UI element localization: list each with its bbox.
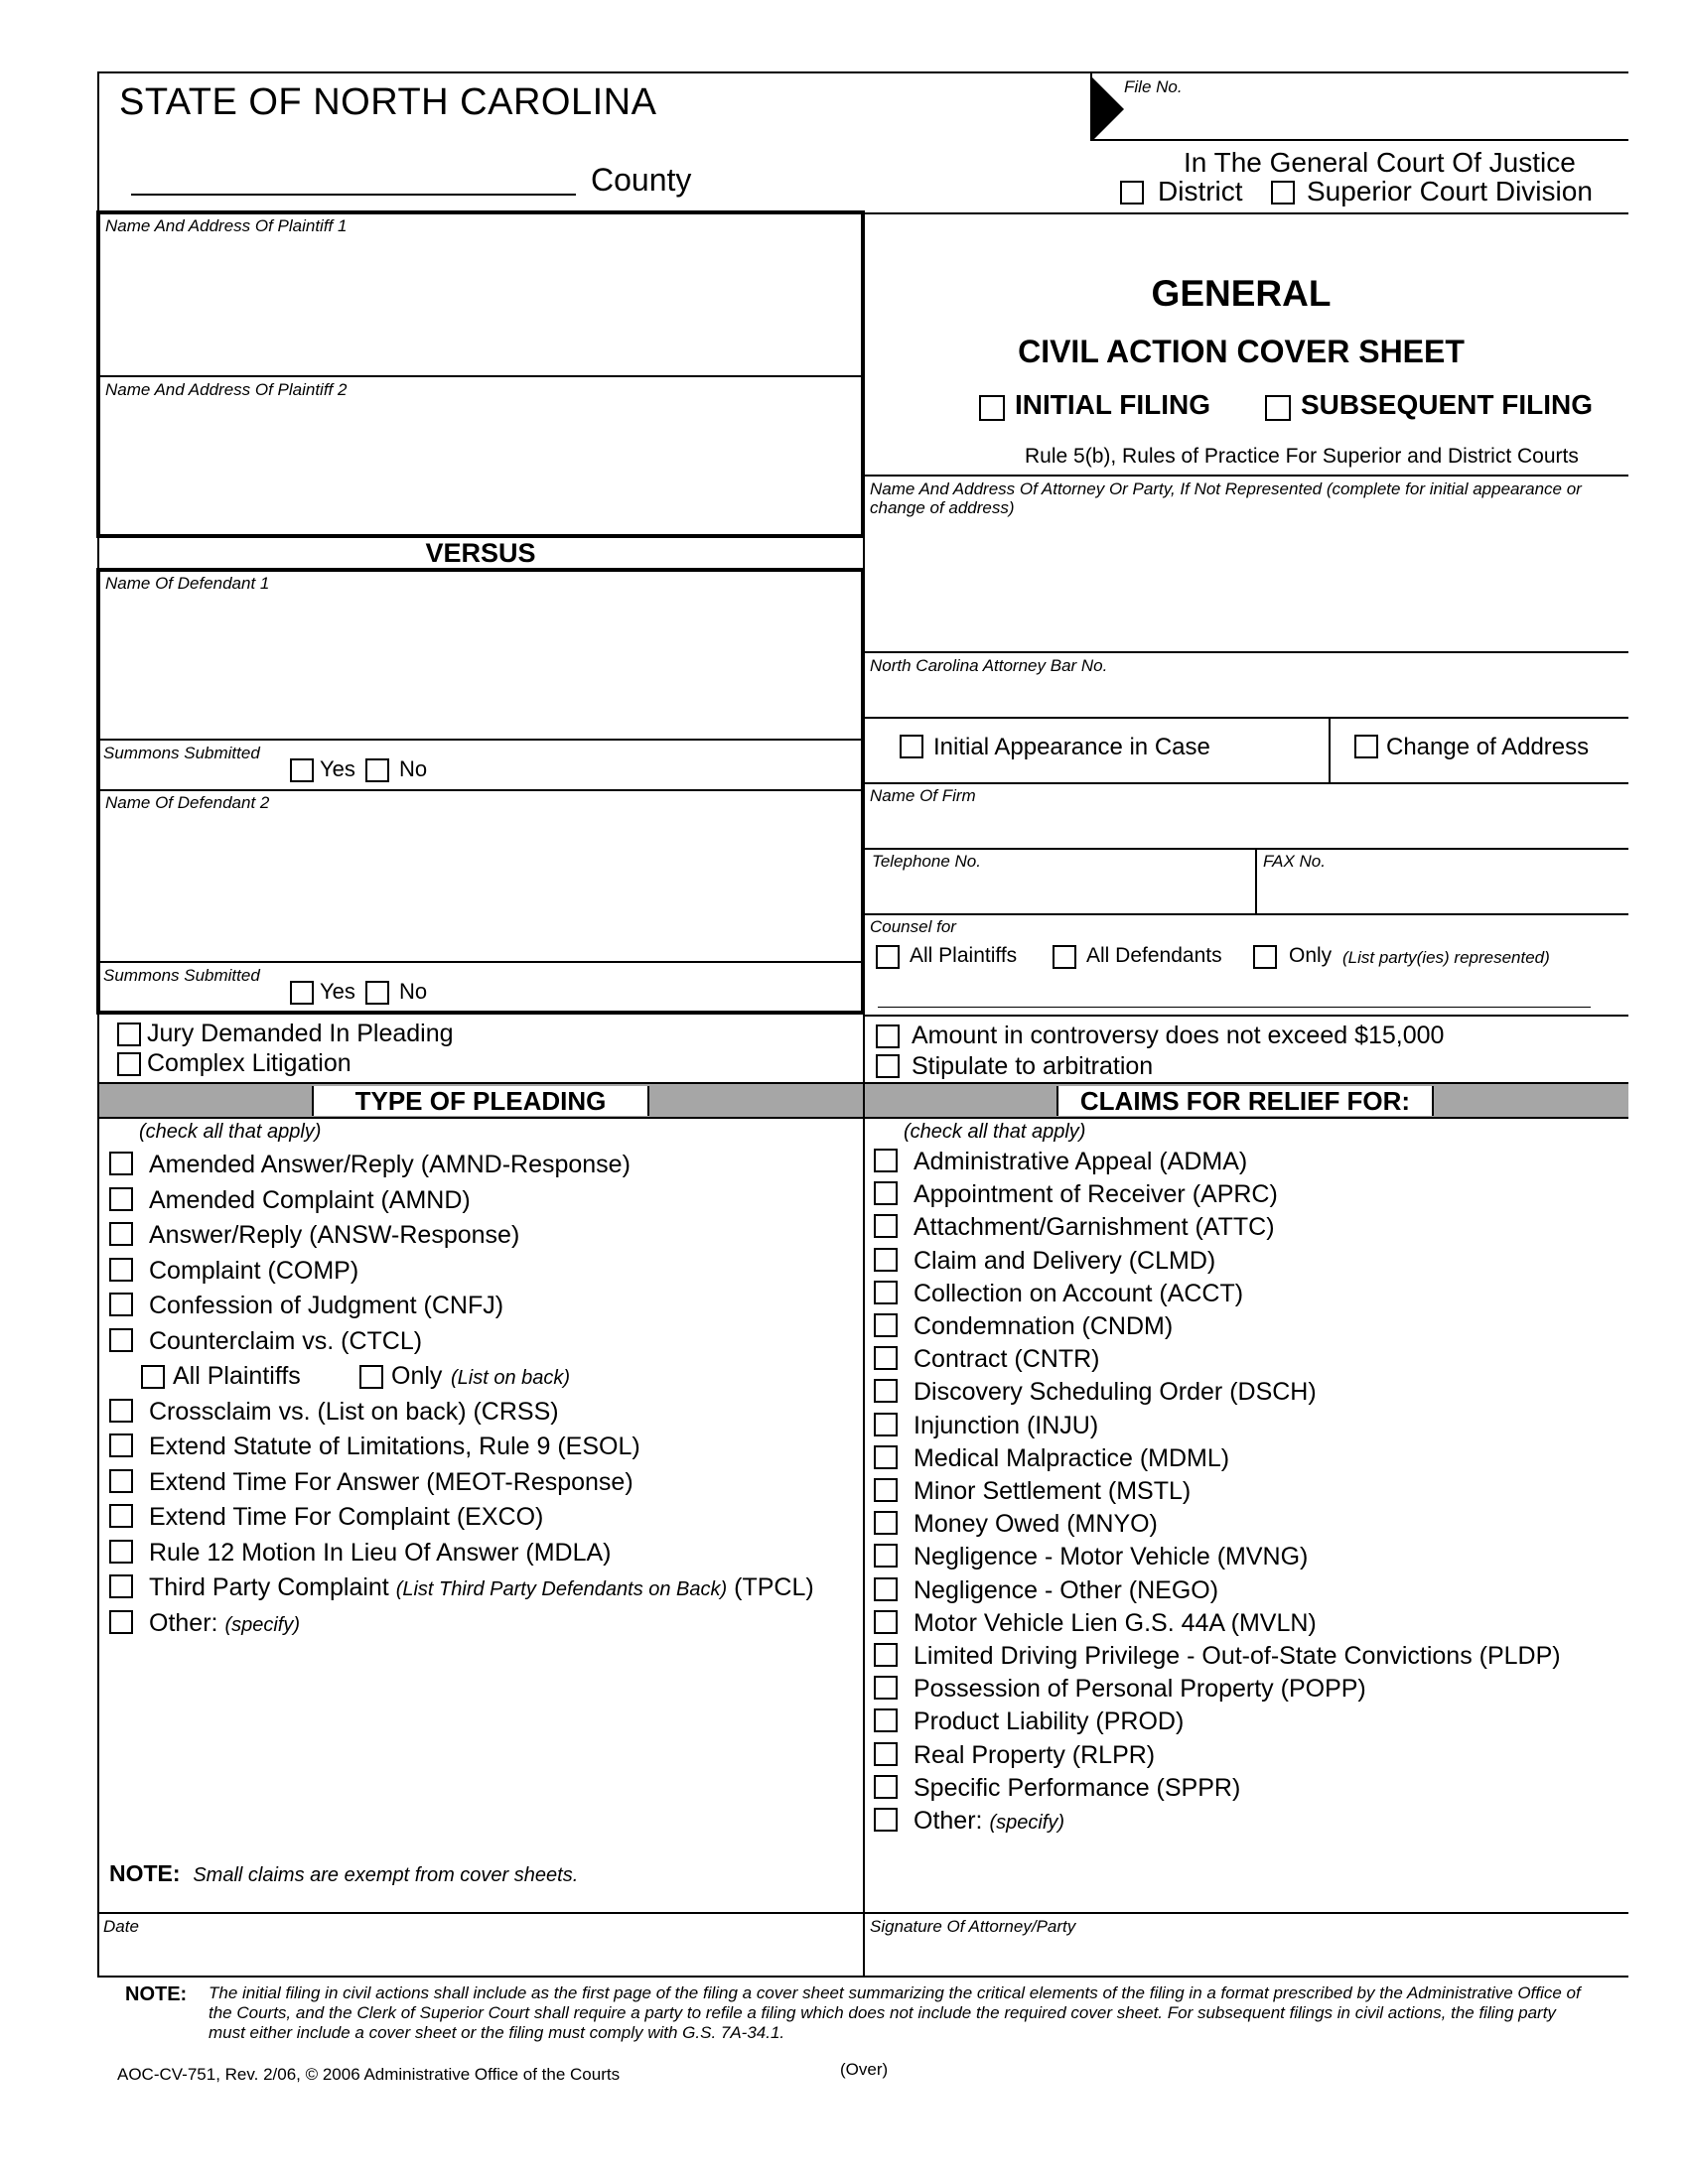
claims-check-note: (check all that apply) <box>904 1121 1086 1143</box>
form-id: AOC-CV-751, Rev. 2/06, © 2006 Administrative Office of the Courts <box>117 2065 621 2084</box>
specify-note: (specify) <box>224 1613 301 1636</box>
pleading-checkbox[interactable] <box>109 1187 133 1211</box>
pleading-item-label: Complaint (COMP) <box>149 1256 359 1285</box>
summons1-yes-checkbox[interactable] <box>290 758 314 782</box>
subsequent-filing-checkbox[interactable] <box>1265 395 1291 421</box>
summons2-no-label: No <box>399 979 428 1004</box>
summons1-label: Summons Submitted <box>103 744 260 762</box>
pleading-checkbox[interactable] <box>109 1610 133 1634</box>
signature-input[interactable] <box>868 1940 1622 1974</box>
claim-checkbox[interactable] <box>874 1577 898 1601</box>
bar-no-label: North Carolina Attorney Bar No. <box>870 656 1108 675</box>
pleading-item-label: Extend Time For Answer (MEOT-Response) <box>149 1467 633 1496</box>
pleading-item-label: Extend Statute of Limitations, Rule 9 (ESOL) <box>149 1433 640 1460</box>
court-label: In The General Court Of Justice <box>1184 147 1576 178</box>
pleading-checkbox[interactable] <box>109 1574 133 1598</box>
signature-label: Signature Of Attorney/Party <box>870 1917 1076 1936</box>
summons2-yes-checkbox[interactable] <box>290 981 314 1005</box>
pleading-checkbox[interactable] <box>109 1293 133 1316</box>
fax-label: FAX No. <box>1263 852 1326 871</box>
note-text: Small claims are exempt from cover sheets. <box>193 1864 579 1886</box>
plaintiff2-input[interactable] <box>103 402 858 531</box>
amount-controversy-checkbox[interactable] <box>876 1024 900 1048</box>
summons1-yes-label: Yes <box>320 756 355 781</box>
claim-checkbox[interactable] <box>874 1214 898 1238</box>
counsel-only-label: Only <box>1289 944 1333 967</box>
change-address-label: Change of Address <box>1386 734 1590 760</box>
small-claims-note <box>109 1860 578 1887</box>
claim-item-label: Claim and Delivery (CLMD) <box>914 1246 1216 1275</box>
change-address-checkbox[interactable] <box>1354 735 1378 758</box>
counsel-all-defendants-label: All Defendants <box>1086 944 1222 967</box>
initial-appearance-checkbox[interactable] <box>900 735 923 758</box>
summons1-no-label: No <box>399 756 428 781</box>
claim-item-label: Condemnation (CNDM) <box>914 1312 1174 1340</box>
district-label: District <box>1158 176 1243 206</box>
pleading-checkbox[interactable] <box>109 1469 133 1493</box>
claim-item-label: Medical Malpractice (MDML) <box>914 1443 1230 1472</box>
claim-checkbox[interactable] <box>874 1281 898 1304</box>
counterclaim-only-note: (List on back) <box>451 1367 571 1389</box>
claim-item-label: Real Property (RLPR) <box>914 1740 1156 1769</box>
subsequent-filing-label: SUBSEQUENT FILING <box>1301 389 1594 420</box>
specify-note: (specify) <box>989 1812 1065 1834</box>
rule-reference: Rule 5(b), Rules of Practice For Superior and District Courts <box>1025 445 1579 468</box>
claim-item-label: Minor Settlement (MSTL) <box>914 1477 1192 1505</box>
pleading-item-label: Rule 12 Motion In Lieu Of Answer (MDLA) <box>149 1538 612 1567</box>
claim-item-label: Appointment of Receiver (APRC) <box>914 1180 1278 1209</box>
claims-list <box>874 1147 1618 1842</box>
pleading-checkbox[interactable] <box>109 1152 133 1175</box>
claim-item-label: Collection on Account (ACCT) <box>914 1279 1244 1307</box>
attorney-address-input[interactable] <box>868 521 1622 648</box>
county-input[interactable] <box>131 194 576 196</box>
telephone-label: Telephone No. <box>872 852 981 871</box>
defendant2-label: Name Of Defendant 2 <box>105 793 270 812</box>
form-title-general: GENERAL <box>1151 273 1332 314</box>
third-party-code: (TPCL) <box>734 1573 814 1601</box>
pleading-checkbox[interactable] <box>109 1399 133 1423</box>
claim-checkbox[interactable] <box>874 1379 898 1403</box>
pleading-item-label <box>149 1608 300 1640</box>
pleading-checkbox[interactable] <box>109 1222 133 1246</box>
amount-controversy-label: Amount in controversy does not exceed $15,000 <box>912 1022 1445 1049</box>
counterclaim-only-label: Only <box>391 1362 443 1390</box>
pleading-item-label: Extend Time For Complaint (EXCO) <box>149 1503 544 1531</box>
defendant1-label: Name Of Defendant 1 <box>105 574 270 593</box>
bar-no-input[interactable] <box>868 678 1622 714</box>
footer-note-text: The initial filing in civil actions shall include as the first page of the filing a cover sheet summarizing the critical elements of the filing in a format prescribed by the Administrative Office of the Courts, and the Clerk of Superior Court shall require a party to refile a filing which does not include the required cover sheet. For subsequent filings in civil actions, the filing party must either include a cover sheet or the filing must comply with G.S. 7A-34.1. <box>209 1983 1581 2042</box>
counterclaim-all-plaintiffs-checkbox[interactable] <box>141 1365 165 1389</box>
initial-filing-checkbox[interactable] <box>979 395 1005 421</box>
pleading-item-label: Answer/Reply (ANSW-Response) <box>149 1221 520 1249</box>
defendant1-input[interactable] <box>103 596 858 735</box>
claim-checkbox[interactable] <box>874 1445 898 1469</box>
claim-checkbox[interactable] <box>874 1708 898 1732</box>
pleading-item-label: Confession of Judgment (CNFJ) <box>149 1292 504 1319</box>
initial-filing-label: INITIAL FILING <box>1015 389 1211 420</box>
claim-checkbox[interactable] <box>874 1808 898 1832</box>
claim-item-label: Attachment/Garnishment (ATTC) <box>914 1213 1275 1242</box>
fax-input[interactable] <box>1259 874 1622 911</box>
claim-checkbox[interactable] <box>874 1544 898 1568</box>
claim-checkbox[interactable] <box>874 1149 898 1172</box>
jury-demanded-label: Jury Demanded In Pleading <box>147 1020 454 1047</box>
claim-checkbox[interactable] <box>874 1610 898 1634</box>
summons2-label: Summons Submitted <box>103 966 260 985</box>
other-label: Other: <box>914 1807 983 1835</box>
claim-item-label: Administrative Appeal (ADMA) <box>914 1148 1248 1175</box>
pleading-item-label: Crossclaim vs. (List on back) (CRSS) <box>149 1397 559 1426</box>
third-party-note: (List Third Party Defendants on Back) <box>395 1578 728 1600</box>
claim-item-label: Possession of Personal Property (POPP) <box>914 1675 1366 1704</box>
claim-item-label: Product Liability (PROD) <box>914 1707 1185 1736</box>
over-label: (Over) <box>840 2060 889 2079</box>
pleading-checkbox[interactable] <box>109 1540 133 1564</box>
claim-checkbox[interactable] <box>874 1346 898 1370</box>
pleading-item-label: Amended Complaint (AMND) <box>149 1185 471 1214</box>
summons2-yes-label: Yes <box>320 979 355 1004</box>
pleading-check-note: (check all that apply) <box>139 1121 322 1143</box>
claim-checkbox[interactable] <box>874 1181 898 1205</box>
counterclaim-all-plaintiffs-label: All Plaintiffs <box>173 1362 301 1390</box>
county-label: County <box>591 162 692 198</box>
superior-court-label: Superior Court Division <box>1307 176 1593 206</box>
pleading-checkbox[interactable] <box>109 1328 133 1352</box>
claim-item-label: Limited Driving Privilege - Out-of-State Convictions (PLDP) <box>914 1642 1561 1670</box>
file-no-input[interactable] <box>1092 139 1628 141</box>
plaintiff1-label: Name And Address Of Plaintiff 1 <box>105 216 348 235</box>
defendant2-input[interactable] <box>103 816 858 955</box>
date-label: Date <box>103 1917 139 1936</box>
counsel-all-plaintiffs-label: All Plaintiffs <box>910 944 1018 967</box>
counsel-only-note: (List party(ies) represented) <box>1342 948 1550 967</box>
date-input[interactable] <box>101 1940 860 1974</box>
claims-header: CLAIMS FOR RELIEF FOR: <box>1056 1086 1434 1116</box>
firm-input[interactable] <box>868 808 1622 846</box>
pleading-header: TYPE OF PLEADING <box>312 1086 649 1116</box>
footer-note-label: NOTE: <box>125 1983 188 2005</box>
claim-item-label: Negligence - Other (NEGO) <box>914 1575 1219 1604</box>
counsel-all-plaintiffs-checkbox[interactable] <box>876 945 900 969</box>
superior-court-checkbox[interactable] <box>1271 181 1295 205</box>
claim-item-label: Injunction (INJU) <box>914 1411 1099 1439</box>
summons1-no-checkbox[interactable] <box>365 758 389 782</box>
claim-item-label: Money Owed (MNYO) <box>914 1510 1158 1539</box>
counsel-for-label: Counsel for <box>870 917 956 936</box>
claim-checkbox[interactable] <box>874 1511 898 1535</box>
file-no-label: File No. <box>1124 77 1183 96</box>
note-label: NOTE: <box>109 1860 181 1886</box>
state-title: STATE OF NORTH CAROLINA <box>119 81 657 123</box>
counterclaim-only-checkbox[interactable] <box>359 1365 383 1389</box>
claim-checkbox[interactable] <box>874 1643 898 1667</box>
counsel-party-input[interactable] <box>878 1007 1591 1008</box>
claim-item-label: Specific Performance (SPPR) <box>914 1773 1241 1802</box>
pleading-checkbox[interactable] <box>109 1504 133 1528</box>
claim-checkbox[interactable] <box>874 1676 898 1700</box>
district-checkbox[interactable] <box>1120 181 1144 205</box>
attorney-address-label: Name And Address Of Attorney Or Party, If Not Represented (complete for initial appearance or change of address) <box>870 479 1582 517</box>
stipulate-arbitration-label: Stipulate to arbitration <box>912 1052 1154 1080</box>
pleading-item-label: Amended Answer/Reply (AMND-Response) <box>149 1151 631 1178</box>
claim-checkbox[interactable] <box>874 1313 898 1337</box>
claim-item-label: Negligence - Motor Vehicle (MVNG) <box>914 1543 1309 1571</box>
counsel-all-defendants-checkbox[interactable] <box>1053 945 1076 969</box>
versus-label: VERSUS <box>425 538 536 568</box>
claim-item-label: Discovery Scheduling Order (DSCH) <box>914 1378 1317 1407</box>
pleading-list <box>109 1150 854 1894</box>
initial-appearance-label: Initial Appearance in Case <box>933 734 1210 760</box>
claim-item-label <box>914 1806 1064 1838</box>
pleading-item-label <box>149 1572 814 1604</box>
form-title-main: CIVIL ACTION COVER SHEET <box>1018 334 1465 369</box>
claim-checkbox[interactable] <box>874 1775 898 1799</box>
telephone-input[interactable] <box>868 874 1251 911</box>
pleading-checkbox[interactable] <box>109 1258 133 1282</box>
pleading-checkbox[interactable] <box>109 1433 133 1457</box>
firm-label: Name Of Firm <box>870 786 976 805</box>
plaintiff2-label: Name And Address Of Plaintiff 2 <box>105 380 348 399</box>
claim-item-label: Motor Vehicle Lien G.S. 44A (MVLN) <box>914 1608 1317 1637</box>
pleading-item-label: Counterclaim vs. (CTCL) <box>149 1326 423 1355</box>
plaintiff1-input[interactable] <box>103 238 858 371</box>
summons2-no-checkbox[interactable] <box>365 981 389 1005</box>
claim-checkbox[interactable] <box>874 1413 898 1436</box>
third-party-label: Third Party Complaint <box>149 1573 389 1601</box>
other-label: Other: <box>149 1608 218 1637</box>
counsel-only-checkbox[interactable] <box>1253 945 1277 969</box>
claim-item-label: Contract (CNTR) <box>914 1345 1100 1374</box>
claim-checkbox[interactable] <box>874 1248 898 1272</box>
stipulate-arbitration-checkbox[interactable] <box>876 1054 900 1078</box>
jury-demanded-checkbox[interactable] <box>117 1023 141 1046</box>
claim-checkbox[interactable] <box>874 1478 898 1502</box>
complex-litigation-checkbox[interactable] <box>117 1052 141 1076</box>
file-no-arrow-icon <box>1092 77 1124 141</box>
complex-litigation-label: Complex Litigation <box>147 1049 352 1077</box>
claim-checkbox[interactable] <box>874 1742 898 1766</box>
